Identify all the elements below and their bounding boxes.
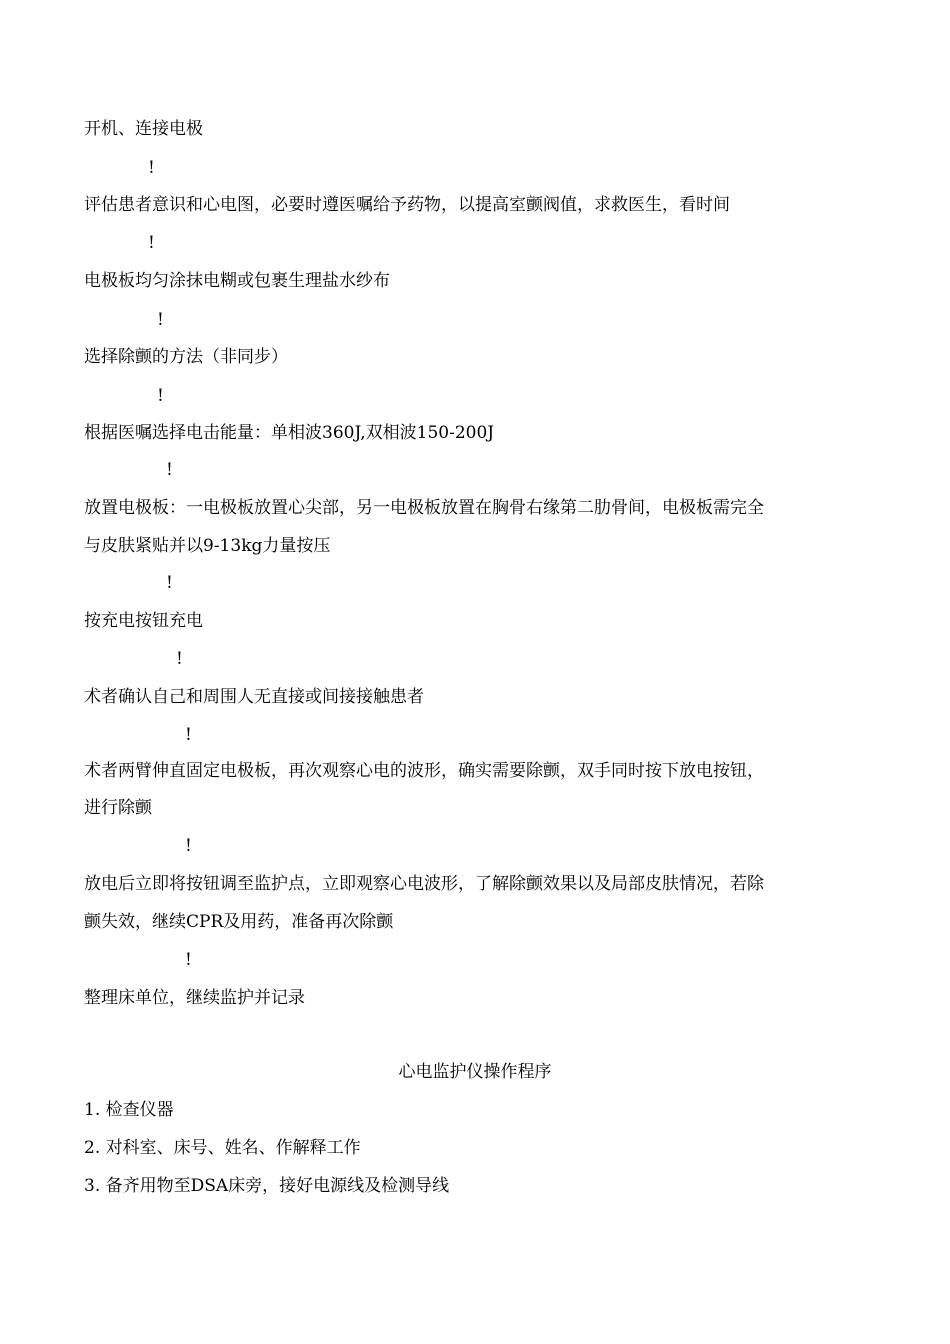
flow-arrow-10: ! bbox=[185, 950, 192, 970]
flow-arrow-7: ! bbox=[176, 649, 183, 669]
flow-arrow-9: ! bbox=[185, 836, 192, 856]
flow-arrow-2: ! bbox=[148, 233, 155, 253]
flow-step-3: 电极板均匀涂抹电糊或包裹生理盐水纱布 bbox=[84, 271, 390, 291]
flow-step-7: 按充电按钮充电 bbox=[84, 611, 203, 631]
flow-step-10-cont: 颤失效，继续CPR及用药，准备再次除颤 bbox=[84, 912, 394, 932]
numbered-item-1: 1. 检查仪器 bbox=[84, 1100, 174, 1120]
flow-arrow-4: ! bbox=[157, 386, 164, 406]
flow-step-10: 放电后立即将按钮调至监护点，立即观察心电波形，了解除颤效果以及局部皮肤情况，若除 bbox=[84, 874, 764, 894]
flow-step-6: 放置电极板：一电极板放置心尖部，另一电极板放置在胸骨右缘第二肋骨间，电极板需完全 bbox=[84, 498, 764, 518]
flow-step-5: 根据医嘱选择电击能量：单相波360J,双相波150-200J bbox=[84, 423, 495, 443]
flow-arrow-8: ! bbox=[185, 725, 192, 745]
flow-step-8: 术者确认自己和周围人无直接或间接接触患者 bbox=[84, 687, 424, 707]
flow-arrow-6: ! bbox=[166, 573, 173, 593]
flow-step-6-cont: 与皮肤紧贴并以9-13kg力量按压 bbox=[84, 536, 331, 556]
numbered-item-3: 3. 备齐用物至DSA床旁，接好电源线及检测导线 bbox=[84, 1176, 450, 1196]
flow-arrow-5: ! bbox=[166, 460, 173, 480]
flow-arrow-3: ! bbox=[157, 310, 164, 330]
section-title: 心电监护仪操作程序 bbox=[398, 1062, 552, 1082]
flow-step-2: 评估患者意识和心电图，必要时遵医嘱给予药物，以提高室颤阀值，求救医生，看时间 bbox=[84, 195, 730, 215]
flow-step-1: 开机、连接电极 bbox=[84, 119, 203, 139]
flow-arrow-1: ! bbox=[148, 158, 155, 178]
flow-step-4: 选择除颤的方法（非同步） bbox=[84, 347, 288, 367]
flow-step-11: 整理床单位，继续监护并记录 bbox=[84, 988, 305, 1008]
numbered-item-2: 2. 对科室、床号、姓名、作解释工作 bbox=[84, 1138, 361, 1158]
flow-step-9: 术者两臂伸直固定电极板，再次观察心电的波形，确实需要除颤，双手同时按下放电按钮， bbox=[84, 761, 764, 781]
flow-step-9-cont: 进行除颤 bbox=[84, 798, 152, 818]
